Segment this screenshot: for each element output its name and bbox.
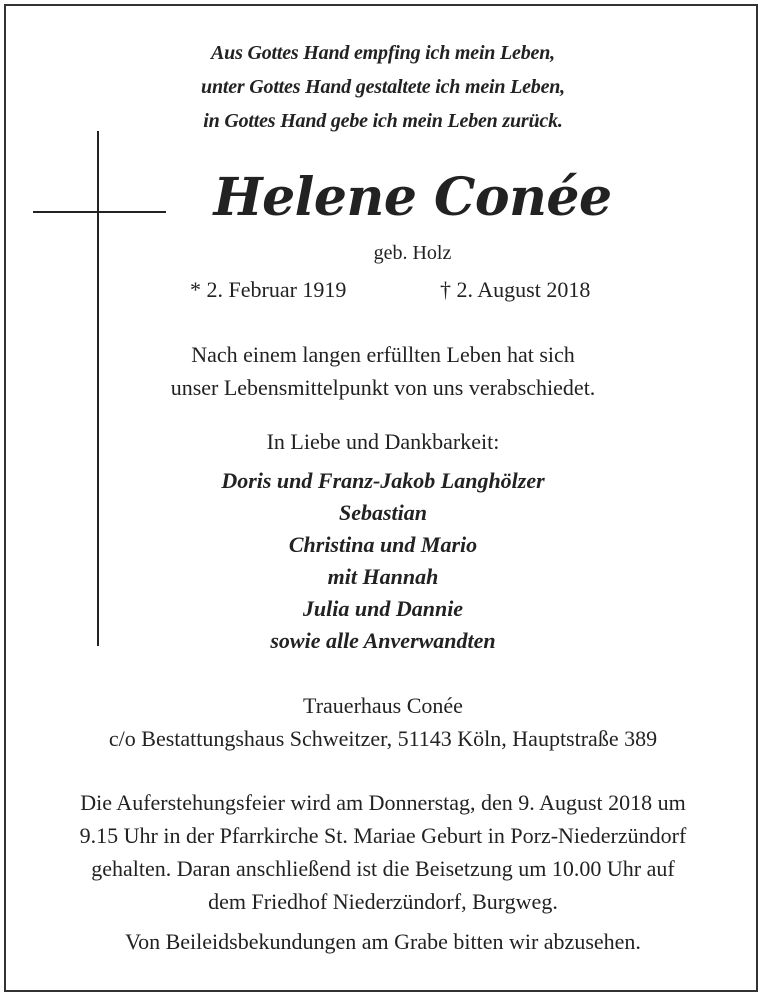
tribute-text xyxy=(0,338,766,404)
ceremony-line: 9.15 Uhr in der Pfarrkirche St. Mariae Geburt in Porz-Niederzündorf xyxy=(79,823,687,848)
death-date: † 2. August 2018 xyxy=(440,277,591,302)
verse-line: unter Gottes Hand gestaltete ich mein Leben, xyxy=(201,76,565,98)
closing-note: Von Beileidsbekundungen am Grabe bitten wir abzusehen. xyxy=(125,929,641,954)
tribute-line: unser Lebensmittelpunkt von uns verabschiedet. xyxy=(170,375,596,400)
birth-date: * 2. Februar 1919 xyxy=(190,277,347,302)
verse-line: in Gottes Hand gebe ich mein Leben zurück. xyxy=(203,110,563,132)
family-member: Christina und Mario xyxy=(288,532,478,557)
house-name: Trauerhaus Conée xyxy=(303,693,463,718)
thanks-heading: In Liebe und Dankbarkeit: xyxy=(266,429,500,454)
deceased-name: Helene Conée xyxy=(213,167,612,228)
family-member: Doris und Franz-Jakob Langhölzer xyxy=(221,468,545,493)
bible-verse xyxy=(0,36,766,138)
ceremony-details xyxy=(0,786,766,918)
family-member: sowie alle Anverwandten xyxy=(270,628,496,653)
ceremony-line: dem Friedhof Niederzündorf, Burgweg. xyxy=(208,889,558,914)
ceremony-line: gehalten. Daran anschließend ist die Beisetzung um 10.00 Uhr auf xyxy=(91,856,675,881)
family-member: mit Hannah xyxy=(327,564,439,589)
mourning-house-address xyxy=(0,689,766,755)
house-address: c/o Bestattungshaus Schweitzer, 51143 Köln, Hauptstraße 389 xyxy=(108,726,658,751)
cross-horizontal-beam xyxy=(33,211,166,213)
family-member: Sebastian xyxy=(338,500,428,525)
tribute-line: Nach einem langen erfüllten Leben hat sich xyxy=(191,342,575,367)
verse-line: Aus Gottes Hand empfing ich mein Leben, xyxy=(211,42,555,64)
family-list xyxy=(0,465,766,657)
birth-name: geb. Holz xyxy=(373,242,452,264)
ceremony-line: Die Auferstehungsfeier wird am Donnerstag, den 9. August 2018 um xyxy=(80,790,686,815)
family-member: Julia und Dannie xyxy=(302,596,464,621)
